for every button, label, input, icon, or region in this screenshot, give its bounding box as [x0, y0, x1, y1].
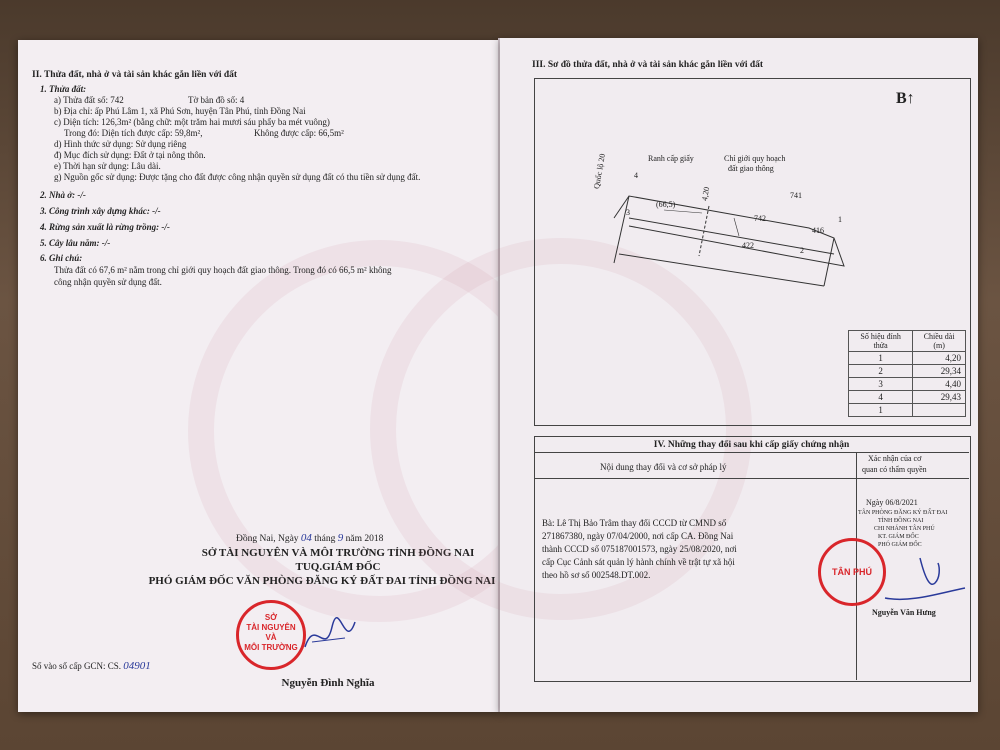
- parcel-area: c) Diện tích: 126,3m² (bằng chữ: một trăm hai mươi sáu phẩy ba mét vuông): [54, 117, 330, 127]
- table-row: 4 29,43: [849, 391, 966, 404]
- point-2: 2: [800, 246, 804, 255]
- vertex-table: Số hiệu đỉnh thửa Chiều dài (m) 1 4,20 2 29,34 3 4,40 4 29,43 1: [848, 330, 966, 417]
- note-line-1: Thửa đất có 67,6 m² nằm trong chỉ giới quy hoạch đất giao thông. Trong đó có 66,5 m² không: [54, 265, 392, 275]
- confirm-org-2: TỈNH ĐỒNG NAI: [878, 518, 924, 524]
- change-text-4: cấp Cục Cảnh sát quản lý hành chính về trật tự xã hội: [542, 557, 735, 567]
- neighbor-422: 422: [742, 241, 754, 250]
- col-confirm-header-1: Xác nhận của cơ: [868, 454, 922, 463]
- note-line-2: công nhận quyền sử dụng đất.: [54, 277, 162, 287]
- signer-name: Nguyễn Đình Nghĩa: [281, 677, 375, 689]
- date-day-handwritten: 04: [300, 532, 312, 544]
- neighbor-741: 741: [790, 191, 802, 200]
- use-term: e) Thời hạn sử dụng: Lâu dài.: [54, 161, 161, 171]
- area-granted: Trong đó: Diện tích được cấp: 59,8m²,: [64, 128, 203, 138]
- land-heading: 1. Thửa đất:: [40, 84, 87, 94]
- confirm-org-3: CHI NHÁNH TÂN PHÚ: [874, 526, 935, 532]
- change-text-5: theo hồ sơ số 002548.DT.002.: [542, 570, 651, 580]
- table-row: 1: [849, 404, 966, 417]
- col-confirm-header-2: quan có thẩm quyền: [862, 465, 927, 474]
- org-line-1: SỞ TÀI NGUYÊN VÀ MÔI TRƯỜNG TỈNH ĐỒNG NAI: [201, 547, 475, 559]
- col-content-header: Nội dung thay đổi và cơ sở pháp lý: [600, 462, 727, 472]
- date-month-handwritten: 9: [337, 532, 344, 544]
- table-row: 3 4,40: [849, 378, 966, 391]
- construction-line: 3. Công trình xây dựng khác: -/-: [40, 206, 161, 216]
- point-3: 3: [626, 208, 630, 217]
- road-label: Quốc lộ 20: [592, 152, 608, 190]
- signature-icon: [880, 548, 970, 608]
- right-page: [500, 38, 978, 712]
- section-ii-title: II. Thửa đất, nhà ở và tài sản khác gắn liền với đất: [32, 70, 238, 80]
- north-arrow-icon: B↑: [896, 90, 915, 107]
- confirm-org-4: KT. GIÁM ĐỐC: [878, 534, 919, 540]
- neighbor-416: 416: [812, 226, 824, 235]
- parcel-area-label: (66,5): [656, 200, 676, 209]
- notes-heading: 6. Ghi chú:: [40, 253, 83, 263]
- label-chi-gioi-1: Chỉ giới quy hoạch: [724, 154, 786, 163]
- parcel-address: b) Địa chỉ: ấp Phú Lâm 1, xã Phú Sơn, huyện Tân Phú, tỉnh Đồng Nai: [54, 106, 306, 116]
- official-stamp: SỞ TÀI NGUYÊN VÀ MÔI TRƯỜNG: [236, 600, 306, 670]
- dim-small: 4,20: [700, 186, 712, 202]
- changes-divider: [534, 452, 969, 453]
- org-line-3: PHÓ GIÁM ĐỐC VĂN PHÒNG ĐĂNG KÝ ĐẤT ĐAI TỈNH ĐỒNG NAI: [148, 575, 496, 587]
- confirm-signer: Nguyễn Văn Hưng: [872, 608, 936, 617]
- confirm-date: Ngày 06/8/2021: [866, 498, 918, 507]
- label-ranh-cap-giay: Ranh cấp giấy: [648, 154, 694, 163]
- changes-header-divider: [534, 478, 969, 479]
- cert-number-handwritten: 04901: [123, 660, 151, 672]
- land-origin: g) Nguồn gốc sử dụng: Được tặng cho đất được công nhận quyền sử dụng đất có thu tiền sử dụng đất.: [54, 172, 421, 182]
- forest-line: 4. Rừng sản xuất là rừng trồng: -/-: [40, 222, 170, 232]
- section-iii-title: III. Sơ đồ thửa đất, nhà ở và tài sản khác gắn liền với đất: [532, 60, 764, 70]
- table-row: 1 4,20: [849, 352, 966, 365]
- change-text-3: thành CCCD số 075187001573, ngày 25/08/2020, nơi: [542, 544, 737, 554]
- confirm-org-1: TÂN PHÒNG ĐĂNG KÝ ĐẤT ĐAI: [858, 510, 948, 516]
- table-row: 2 29,34: [849, 365, 966, 378]
- parcel-number-label: 742: [754, 214, 766, 223]
- branch-stamp: TÂN PHÚ: [818, 538, 886, 606]
- cert-register: Số vào sổ cấp GCN: CS. 04901: [32, 660, 151, 672]
- issue-date: Đồng Nai, Ngày 04 tháng 9 năm 2018: [236, 532, 384, 544]
- change-text-2: 271867380, ngày 07/04/2000, nơi cấp CA. Đồng Nai: [542, 531, 734, 541]
- use-purpose: đ) Mục đích sử dụng: Đất ở tại nông thôn.: [54, 150, 206, 160]
- use-form: d) Hình thức sử dụng: Sử dụng riêng: [54, 139, 187, 149]
- label-chi-gioi-2: đất giao thông: [728, 164, 774, 173]
- change-text-1: Bà: Lê Thị Bảo Trâm thay đổi CCCD từ CMND số: [542, 518, 727, 528]
- section-iv-title: IV. Những thay đổi sau khi cấp giấy chứng nhận: [653, 440, 850, 450]
- map-number: Tờ bản đồ số: 4: [188, 95, 245, 105]
- trees-line: 5. Cây lâu năm: -/-: [40, 238, 111, 248]
- point-1: 1: [838, 215, 842, 224]
- house-line: 2. Nhà ở: -/-: [40, 190, 86, 200]
- org-line-2: TUQ.GIÁM ĐỐC: [295, 561, 381, 573]
- parcel-number: a) Thửa đất số: 742: [54, 95, 124, 105]
- confirm-org-5: PHÓ GIÁM ĐỐC: [878, 542, 922, 548]
- signature-icon: [300, 612, 360, 658]
- area-not-granted: Không được cấp: 66,5m²: [254, 128, 344, 138]
- point-4: 4: [634, 171, 638, 180]
